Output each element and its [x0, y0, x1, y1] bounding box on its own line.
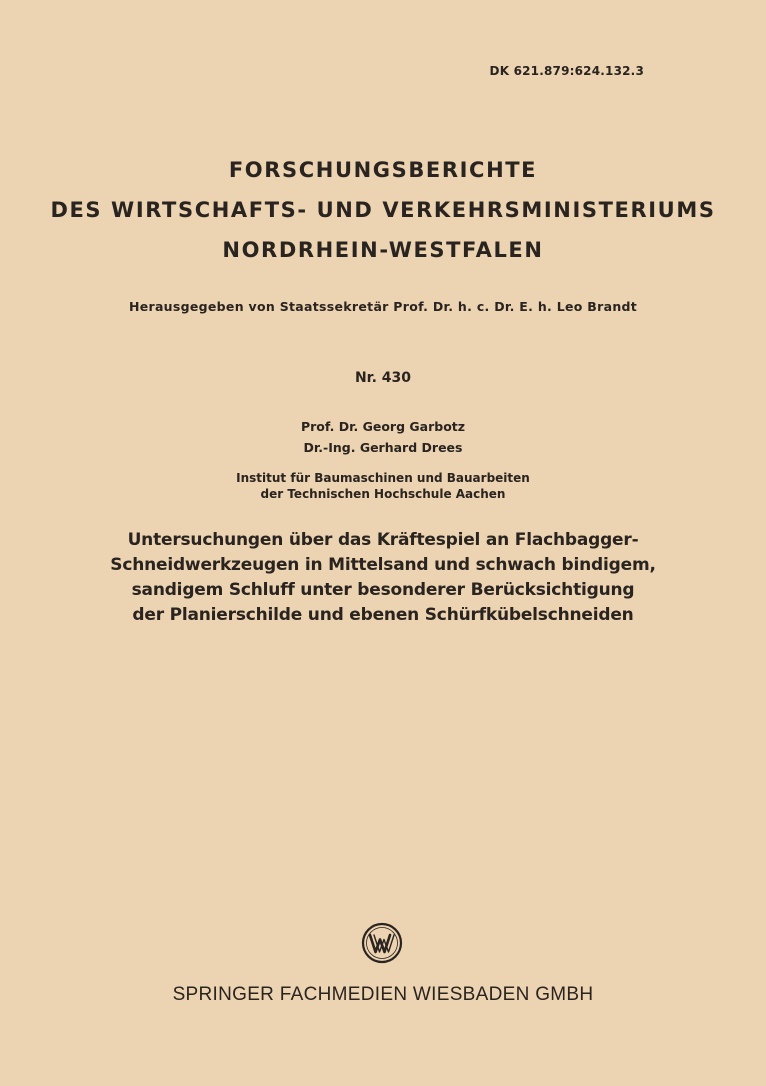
title-line: Untersuchungen über das Kräftespiel an Flachbagger- — [127, 530, 639, 550]
editor-line: Herausgegeben von Staatssekretär Prof. Dr. h. c. Dr. E. h. Leo Brandt — [128, 299, 638, 314]
series-line: NORDRHEIN-WESTFALEN — [222, 238, 544, 262]
issue-number: Nr. 430 — [354, 370, 412, 386]
institute-line: Institut für Baumaschinen und Bauarbeiten — [236, 471, 530, 485]
series-line: FORSCHUNGSBERICHTE — [228, 158, 538, 182]
publisher-logo-icon — [361, 922, 403, 964]
title-line: sandigem Schluff unter besonderer Berücksichtigung — [131, 580, 635, 600]
institute — [0, 470, 766, 502]
book-title — [0, 528, 766, 628]
authors — [0, 416, 766, 458]
author-name: Prof. Dr. Georg Garbotz — [300, 419, 466, 434]
title-line: der Planierschilde und ebenen Schürfkübelschneiden — [132, 605, 634, 625]
series-title — [0, 150, 766, 270]
author-name: Dr.-Ing. Gerhard Drees — [303, 440, 463, 455]
series-line: DES WIRTSCHAFTS- UND VERKEHRSMINISTERIUMS — [50, 198, 716, 222]
publisher-name: SPRINGER FACHMEDIEN WIESBADEN GMBH — [172, 984, 594, 1005]
institute-line: der Technischen Hochschule Aachen — [260, 487, 506, 501]
title-line: Schneidwerkzeugen in Mittelsand und schwach bindigem, — [110, 555, 656, 575]
classification-code: DK 621.879:624.132.3 — [489, 64, 644, 78]
